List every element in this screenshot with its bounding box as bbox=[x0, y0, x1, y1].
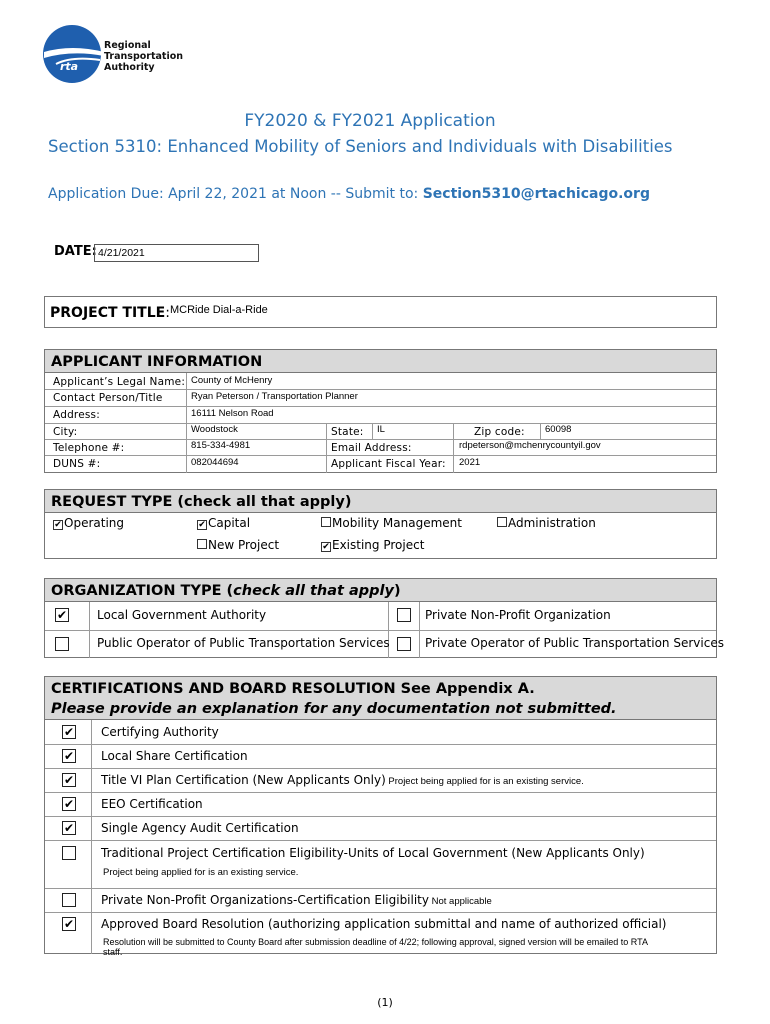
checkbox-icon[interactable] bbox=[62, 846, 76, 860]
certifications-subheading: Please provide an explanation for any documentation not submitted. bbox=[51, 701, 617, 717]
checkbox-icon[interactable] bbox=[197, 539, 207, 549]
cert-resolution-explanation[interactable]: Resolution will be submitted to County Board after submission deadline of 4/22; following approval, signed version will be emailed to RTA staff. bbox=[103, 937, 648, 957]
fiscal-year-label: Applicant Fiscal Year: bbox=[331, 458, 446, 470]
org-private-non-profit: Private Non-Profit Organization bbox=[425, 608, 611, 622]
email-field[interactable]: rdpeterson@mchenrycountyil.gov bbox=[459, 440, 601, 451]
org-public-operator: Public Operator of Public Transportation Services bbox=[97, 636, 390, 650]
fiscal-year-field[interactable]: 2021 bbox=[459, 457, 481, 468]
checkbox-icon[interactable] bbox=[497, 517, 507, 527]
contact-label: Contact Person/Title bbox=[53, 392, 163, 404]
organization-type-heading: ORGANIZATION TYPE (check all that apply) bbox=[44, 578, 717, 602]
checkmark-icon[interactable]: ✔ bbox=[63, 773, 75, 787]
checkbox-icon[interactable] bbox=[321, 517, 331, 527]
page-number: (1) bbox=[377, 996, 393, 1009]
city-field[interactable]: Woodstock bbox=[191, 424, 238, 435]
telephone-field[interactable]: 815-334-4981 bbox=[191, 440, 251, 451]
cert-traditional-project: Traditional Project Certification Eligibility-Units of Local Government (New Applicants Only) bbox=[101, 846, 645, 860]
logo-text: Regional Transportation Authority bbox=[104, 40, 184, 73]
duns-field[interactable]: 082044694 bbox=[191, 457, 239, 468]
contact-field[interactable]: Ryan Peterson / Transportation Planner bbox=[191, 391, 358, 402]
submit-email-link[interactable]: Section5310@rtachicago.org bbox=[422, 186, 650, 202]
checkmark-icon[interactable]: ✔ bbox=[63, 725, 75, 739]
checkmark-icon[interactable]: ✔ bbox=[63, 917, 75, 931]
certifications-heading: CERTIFICATIONS AND BOARD RESOLUTION See Appendix A. Please provide an explanation for any documentation not submitted. bbox=[44, 676, 717, 720]
checkmark-icon[interactable]: ✔ bbox=[198, 520, 206, 530]
checkbox-icon[interactable] bbox=[55, 637, 69, 651]
request-type-heading: REQUEST TYPE (check all that apply) bbox=[44, 489, 717, 513]
checkmark-icon[interactable]: ✔ bbox=[54, 520, 62, 530]
state-field[interactable]: IL bbox=[377, 424, 385, 435]
checkmark-icon[interactable]: ✔ bbox=[63, 749, 75, 763]
applicant-info-heading: APPLICANT INFORMATION bbox=[44, 349, 717, 373]
org-local-government: Local Government Authority bbox=[97, 608, 267, 622]
org-private-operator: Private Operator of Public Transportation Services bbox=[425, 636, 724, 650]
request-mobility-management[interactable]: Mobility Management bbox=[321, 516, 462, 530]
project-title-field[interactable]: MCRide Dial-a-Ride bbox=[170, 304, 268, 316]
date-field[interactable]: 4/21/2021 bbox=[94, 244, 259, 262]
legal-name-label: Applicant’s Legal Name: bbox=[53, 376, 186, 388]
page-title: FY2020 & FY2021 Application bbox=[244, 111, 496, 131]
applicant-info-table bbox=[44, 373, 717, 473]
checkbox-icon[interactable] bbox=[397, 637, 411, 651]
cert-certifying-authority: Certifying Authority bbox=[101, 725, 219, 739]
project-title-label: PROJECT TITLE: bbox=[50, 305, 170, 321]
checkmark-icon[interactable]: ✔ bbox=[322, 542, 330, 552]
cert-eeo: EEO Certification bbox=[101, 797, 203, 811]
cert-single-agency-audit: Single Agency Audit Certification bbox=[101, 821, 299, 835]
address-label: Address: bbox=[53, 409, 100, 421]
checkbox-icon[interactable] bbox=[397, 608, 411, 622]
cert-local-share: Local Share Certification bbox=[101, 749, 248, 763]
duns-label: DUNS #: bbox=[53, 458, 101, 470]
request-capital[interactable]: ✔ Capital bbox=[198, 516, 251, 530]
organization-type-box bbox=[44, 602, 724, 658]
cert-private-non-profit: Private Non-Profit Organizations-Certification Eligibility Not applicable bbox=[101, 893, 492, 907]
telephone-label: Telephone #: bbox=[53, 442, 125, 454]
request-operating[interactable]: ✔ Operating bbox=[54, 516, 124, 530]
checkmark-icon[interactable]: ✔ bbox=[63, 821, 75, 835]
city-label: City: bbox=[53, 426, 78, 438]
checkmark-icon[interactable]: ✔ bbox=[63, 797, 75, 811]
date-label: DATE: bbox=[54, 244, 97, 259]
cert-traditional-explanation[interactable]: Project being applied for is an existing service. bbox=[103, 867, 299, 878]
zip-label: Zip code: bbox=[474, 426, 525, 438]
request-administration[interactable]: Administration bbox=[497, 516, 596, 530]
checkmark-icon[interactable]: ✔ bbox=[56, 608, 68, 622]
request-new-project[interactable]: New Project bbox=[197, 538, 279, 552]
email-label: Email Address: bbox=[331, 442, 412, 454]
state-label: State: bbox=[331, 426, 364, 438]
checkbox-icon[interactable] bbox=[62, 893, 76, 907]
certifications-box bbox=[44, 720, 717, 957]
cert-board-resolution: Approved Board Resolution (authorizing application submittal and name of authorized official) bbox=[101, 917, 667, 931]
address-field[interactable]: 16111 Nelson Road bbox=[191, 408, 274, 419]
due-line: Application Due: April 22, 2021 at Noon -- Submit to: Section5310@rtachicago.org bbox=[48, 186, 650, 202]
logo-mark: rta bbox=[60, 60, 79, 73]
request-type-box bbox=[44, 513, 717, 559]
page-subtitle: Section 5310: Enhanced Mobility of Seniors and Individuals with Disabilities bbox=[48, 137, 673, 156]
request-existing-project[interactable]: ✔ Existing Project bbox=[322, 538, 425, 552]
legal-name-field[interactable]: County of McHenry bbox=[191, 375, 273, 386]
cert-title-vi: Title VI Plan Certification (New Applicants Only) Project being applied for is an existing service. bbox=[101, 773, 584, 787]
zip-field[interactable]: 60098 bbox=[545, 424, 572, 435]
